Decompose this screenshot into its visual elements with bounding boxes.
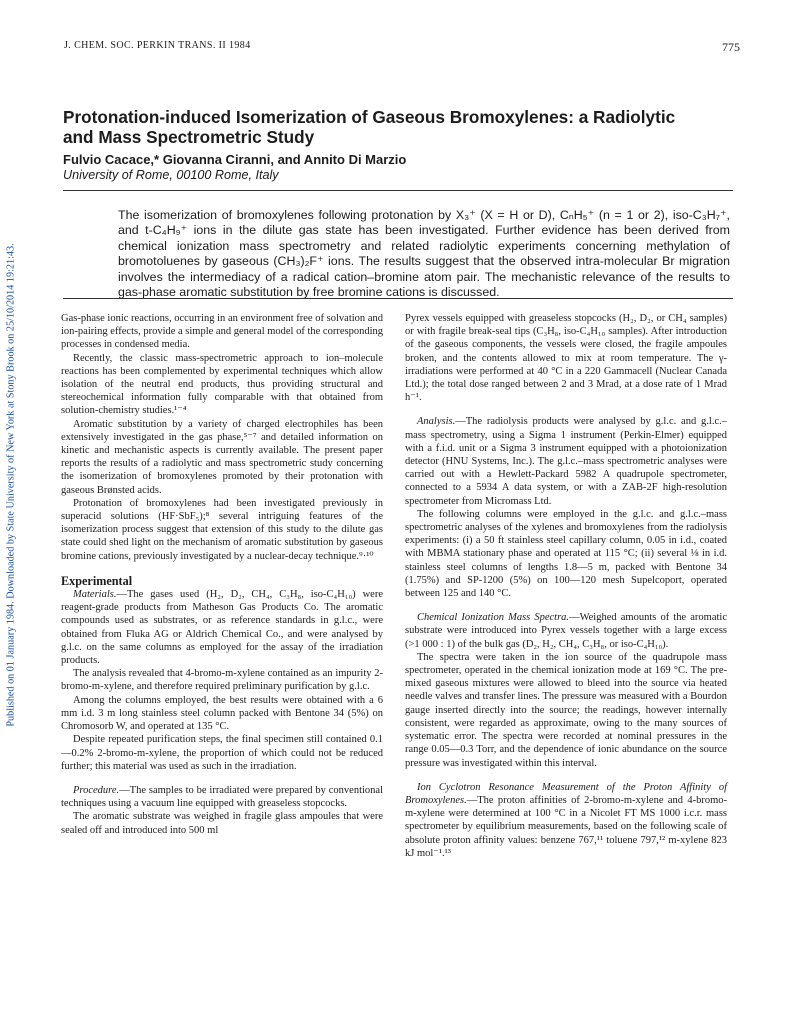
intro-paragraph: Recently, the classic mass-spectrometric approach to ion–molecule reactions has been complemented by experimental techniques which allow isolation of the neutral end products, thus providing structural and stereochemical information fully comparable with that obtained from solution-chemistry studies.¹⁻⁴ (61, 352, 383, 417)
running-head: J. CHEM. SOC. PERKIN TRANS. II 1984 (64, 40, 251, 51)
materials-paragraph: Among the columns employed, the best results were obtained with a 6 mm i.d. 3 m long stainless steel column packed with Bentone 34 (5%) on Chromosorb W, and operated at 135 °C. (61, 694, 383, 733)
materials-heading: Materials. (73, 589, 117, 601)
icr-paragraph (405, 781, 727, 860)
rule-top (63, 190, 733, 191)
intro-paragraph: Gas-phase ionic reactions, occurring in an environment free of solvation and ion-pairing effects, provide a simple and general model of the corresponding processes in condensed media. (61, 313, 383, 351)
procedure-heading: Procedure. (73, 784, 120, 796)
ci-mass-spectra-paragraph (405, 611, 727, 651)
materials-paragraph: The analysis revealed that 4-bromo-m-xylene contained as an impurity 2-bromo-m-xylene, and therefore required preliminary purification by g.l.c. (61, 668, 383, 693)
procedure-paragraph (61, 784, 383, 810)
materials-text: —The gases used (H₂, D₂, CH₄, C₃H₈, iso-C₄H₁₀) were reagent-grade products from Matheson Gas Products Co. The aromatic compounds used as substrates, or as reference standards in g.l.c., were obtained from Fluka AG or Aldrich Chemical Co., and were analysed by g.l.c. on the same columns as employed for the assay of the irradiation products. (61, 589, 383, 667)
affiliation: University of Rome, 00100 Rome, Italy (63, 168, 279, 182)
article-title: Protonation-induced Isomerization of Gaseous Bromoxylenes: a Radiolytic and Mass Spectrometric Study (63, 107, 676, 147)
abstract: The isomerization of bromoxylenes following protonation by X₃⁺ (X = H or D), CₙH₅⁺ (n = 1 or 2), iso-C₃H₇⁺, and t-C₄H₉⁺ ions in the dilute gas state has been investigated. Further evidence has been derived from chemical ionization mass spectrometry and related radiolytic experiments concerning methylation of bromotoluenes by gaseous (CH₃)₂F⁺ ions. The results suggest that the observed intra-molecular Br migration involves the intermediacy of a radical cation–bromine atom pair. The mechanistic relevance of the results to gas-phase aromatic substitution by free bromine cations is discussed. (118, 208, 730, 300)
page-number: 775 (722, 40, 740, 54)
intro-paragraph: Protonation of bromoxylenes had been investigated previously in superacid solutions (HF·SbF₅);⁸ several intriguing features of the isomerization process suggest that extension of this study to the dilute gas state could shed light on the mechanism of aromatic substitution by gaseous bromine cations, previously investigated by a nuclear-decay technique.⁹·¹⁰ (61, 497, 383, 562)
materials-paragraph (61, 588, 383, 667)
download-notice-sidebar (4, 140, 18, 830)
procedure-paragraph: The aromatic substrate was weighed in fragile glass ampoules that were sealed off and introduced into 500 ml (61, 811, 383, 836)
analysis-text: —The radiolysis products were analysed by g.l.c. and g.l.c.–mass spectrometry, using a Sigma 1 instrument (Perkin-Elmer) equipped with a f.i.d. unit or a Sigma 3 instrument equipped with a photoionization detector (HNU Systems, Inc.). The g.l.c.–mass spectrometric analyses were carried out with a Hewlett-Packard 5982 A quadrupole spectrometer, connected to a 5934 A data system, or with a ZAB-2F high-resolution spectrometer from Micromass Ltd. (405, 416, 727, 507)
icr-text: —The proton affinities of 2-bromo-m-xylene and 4-bromo-m-xylene were determined at 100 °C in a Nicolet FT MS 1000 i.c.r. mass spectrometer by equilibrium measurements, based on the following scale of absolute proton affinity values: benzene 767,¹¹ toluene 797,¹² m-xylene 823 kJ mol⁻¹.¹³ (405, 794, 727, 859)
intro-paragraph: Aromatic substitution by a variety of charged electrophiles has been extensively investigated in the gas phase,⁵⁻⁷ and detailed information on kinetic and mechanistic aspects is currently available. The present paper reports the results of a radiolytic and mass spectrometric study concerning the isomerization of bromoxylenes promoted by their protonation with gaseous Brønsted acids. (61, 418, 383, 496)
section-heading-experimental: Experimental (61, 573, 133, 588)
right-column (405, 312, 727, 860)
icr-heading: Ion Cyclotron Resonance Measurement of the Proton Affinity of Bromoxylenes. (405, 781, 727, 806)
ci-mass-spectra-paragraph: The spectra were taken in the ion source of the quadrupole mass spectrometer, operated in the chemical ionization mode at 169 °C. The pre-mixed gaseous mixtures were allowed to bleed into the source via heated needle valves and transfer lines. The pressure was measured with a Bourdon gauge inserted directly into the source; the readings, however internally consistent, were regarded as approximate, owing to the many sources of systematic error. The spectra were recorded at nominal pressures in the range 0.05—0.3 Torr, and the dependence of ionic abundance on the source pressure was investigated within this interval. (405, 651, 727, 769)
analysis-paragraph: The following columns were employed in the g.l.c. and g.l.c.–mass spectrometric analyses of the xylenes and bromoxylenes from the radiolysis experiments: (i) a 50 ft stainless steel capillary column, 0.05 in i.d., coated with MBMA stationary phase and operated at 115 °C; (ii) several ⅛ in i.d. stainless steel columns of lengths 1.8—5 m, packed with Bentone 34 (1.75%) and SP-1200 (5%) on 100—120 mesh Supelcoport, operated between 125 and 140 °C. (405, 508, 727, 600)
analysis-heading: Analysis. (417, 416, 456, 428)
download-notice-text: Published on 01 January 1984. Downloaded by State University of New York at Stony Brook on 25/10/2014 19:21:43. (5, 243, 17, 727)
rule-abstract-bottom (63, 298, 733, 299)
materials-paragraph: Despite repeated purification steps, the final specimen still contained 0.1—0.2% 2-bromo-m-xylene, the proportion of which could not be reduced further; this material was used as such in the irradiation. (61, 734, 383, 772)
procedure-continued: Pyrex vessels equipped with greaseless stopcocks (H₂, D₂, or CH₄ samples) or with fragile break-seal tips (C₃H₈, iso-C₄H₁₀ samples). After introduction of the gaseous components, the vessels were closed, the fragile ampoules broken, and the contents allowed to mix at room temperature. The γ-irradiations were performed at 40 °C in a 220 Gammacell (Nuclear Canada Ltd.); the total dose ranged between 2 and 3 Mrad, at a dose rate of 1 Mrad h⁻¹. (405, 313, 727, 404)
ci-mass-spectra-heading: Chemical Ionization Mass Spectra. (417, 612, 570, 624)
left-column (61, 312, 383, 837)
ci-mass-spectra-text: —Weighed amounts of the aromatic substrate were introduced into Pyrex vessels together with a large excess (>1 000 : 1) of the bulk gas (D₂, H₂, CH₄, C₃H₈, or iso-C₄H₁₀). (405, 612, 727, 650)
analysis-paragraph (405, 415, 727, 507)
procedure-text: —The samples to be irradiated were prepared by conventional techniques using a vacuum line equipped with greaseless stopcocks. (61, 784, 383, 810)
author-list: Fulvio Cacace,* Giovanna Ciranni, and Annito Di Marzio (63, 152, 407, 167)
